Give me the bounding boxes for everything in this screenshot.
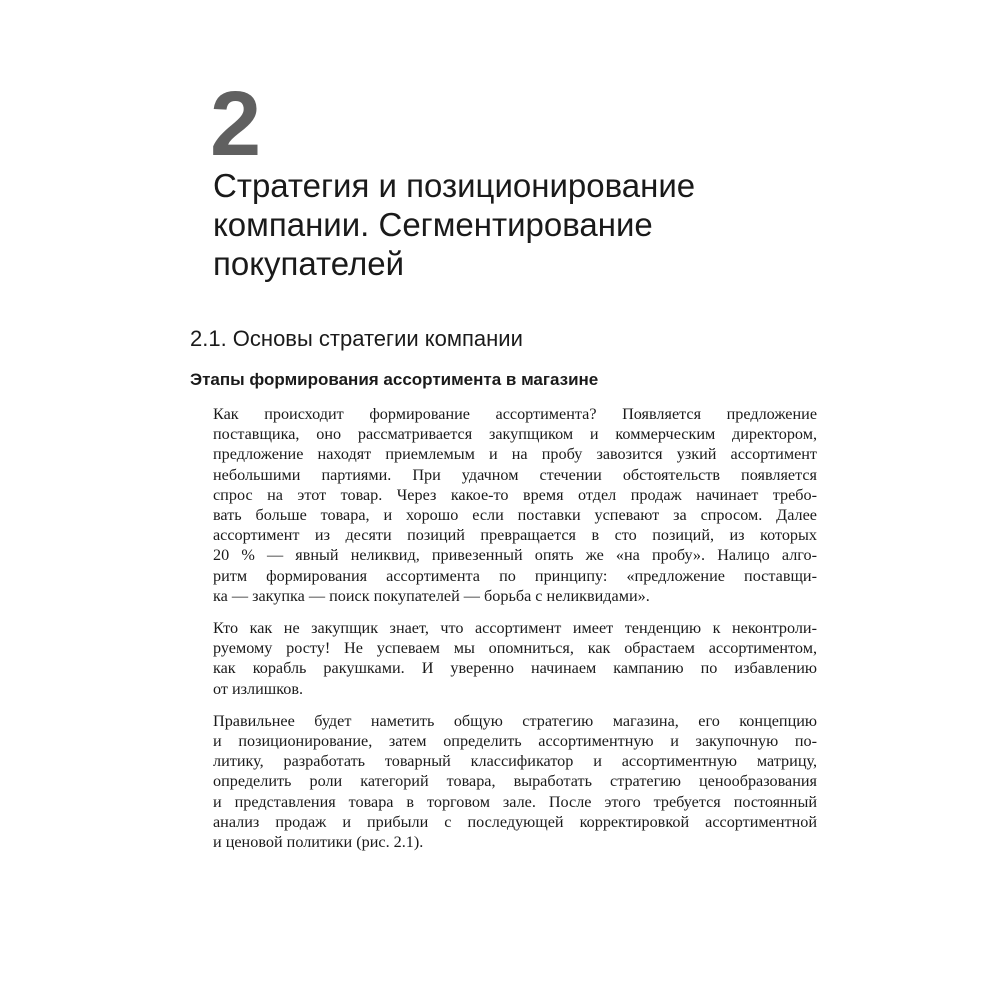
paragraph	[213, 711, 817, 852]
text-line: поставщика, оно рассматривается закупщиком и коммерческим директором,	[213, 425, 817, 444]
text-line: от излишков.	[213, 679, 304, 698]
paragraph	[213, 618, 817, 699]
text-line: и представления товара в торговом зале. После этого требуется постоянный	[213, 792, 817, 811]
text-line: и ценовой политики (рис. 2.1).	[213, 833, 424, 852]
text-line: ассортимент из десяти позиций превращается в сто позиций, из которых	[213, 526, 817, 545]
text-line: и позиционирование, затем определить ассортиментную и закупочную по-	[213, 732, 817, 751]
text-line: спрос на этот товар. Через какое-то время отдел продаж начинает требо-	[213, 485, 817, 504]
text-line: руемому росту! Не успеваем мы опомниться, как обрастаем ассортиментом,	[213, 639, 817, 658]
text-line: Правильнее будет наметить общую стратегию магазина, его концепцию	[213, 711, 817, 730]
text-line: вать больше товара, и хорошо если поставки успевают за спросом. Далее	[213, 506, 817, 525]
paragraph	[213, 404, 817, 606]
chapter-title-line: Стратегия и позиционирование	[213, 167, 696, 204]
chapter-number: 2	[210, 73, 262, 175]
chapter-title-line: компании. Сегментирование	[213, 206, 653, 243]
text-line: ритм формирования ассортимента по принципу: «предложение поставщи-	[213, 566, 817, 585]
text-line: Как происходит формирование ассортимента? Появляется предложение	[213, 405, 817, 423]
text-line: предложение находят приемлемым и на пробу завозится узкий ассортимент	[213, 445, 817, 464]
section-title: 2.1. Основы стратегии компании	[190, 326, 523, 351]
text-line: небольшими партиями. При удачном стечении обстоятельств появляется	[213, 465, 817, 484]
text-line: литику, разработать товарный классификатор и ассортиментную матрицу,	[213, 752, 817, 771]
chapter-title	[213, 166, 853, 283]
text-line: 20 % — явный неликвид, привезенный опять же «на пробу». Налицо алго-	[213, 546, 817, 565]
text-line: анализ продаж и прибыли с последующей корректировкой ассортиментной	[213, 812, 817, 831]
text-line: ка — закупка — поиск покупателей — борьба с неликвидами».	[213, 586, 650, 605]
text-line: определить роли категорий товара, выработать стратегию ценообразования	[213, 772, 817, 791]
text-line: Кто как не закупщик знает, что ассортимент имеет тенденцию к неконтроли-	[213, 619, 817, 638]
chapter-title-line: покупателей	[213, 245, 405, 282]
body-text	[213, 404, 817, 864]
text-line: как корабль ракушками. И уверенно начинаем кампанию по избавлению	[213, 659, 817, 678]
subsection-title: Этапы формирования ассортимента в магазине	[190, 370, 599, 389]
